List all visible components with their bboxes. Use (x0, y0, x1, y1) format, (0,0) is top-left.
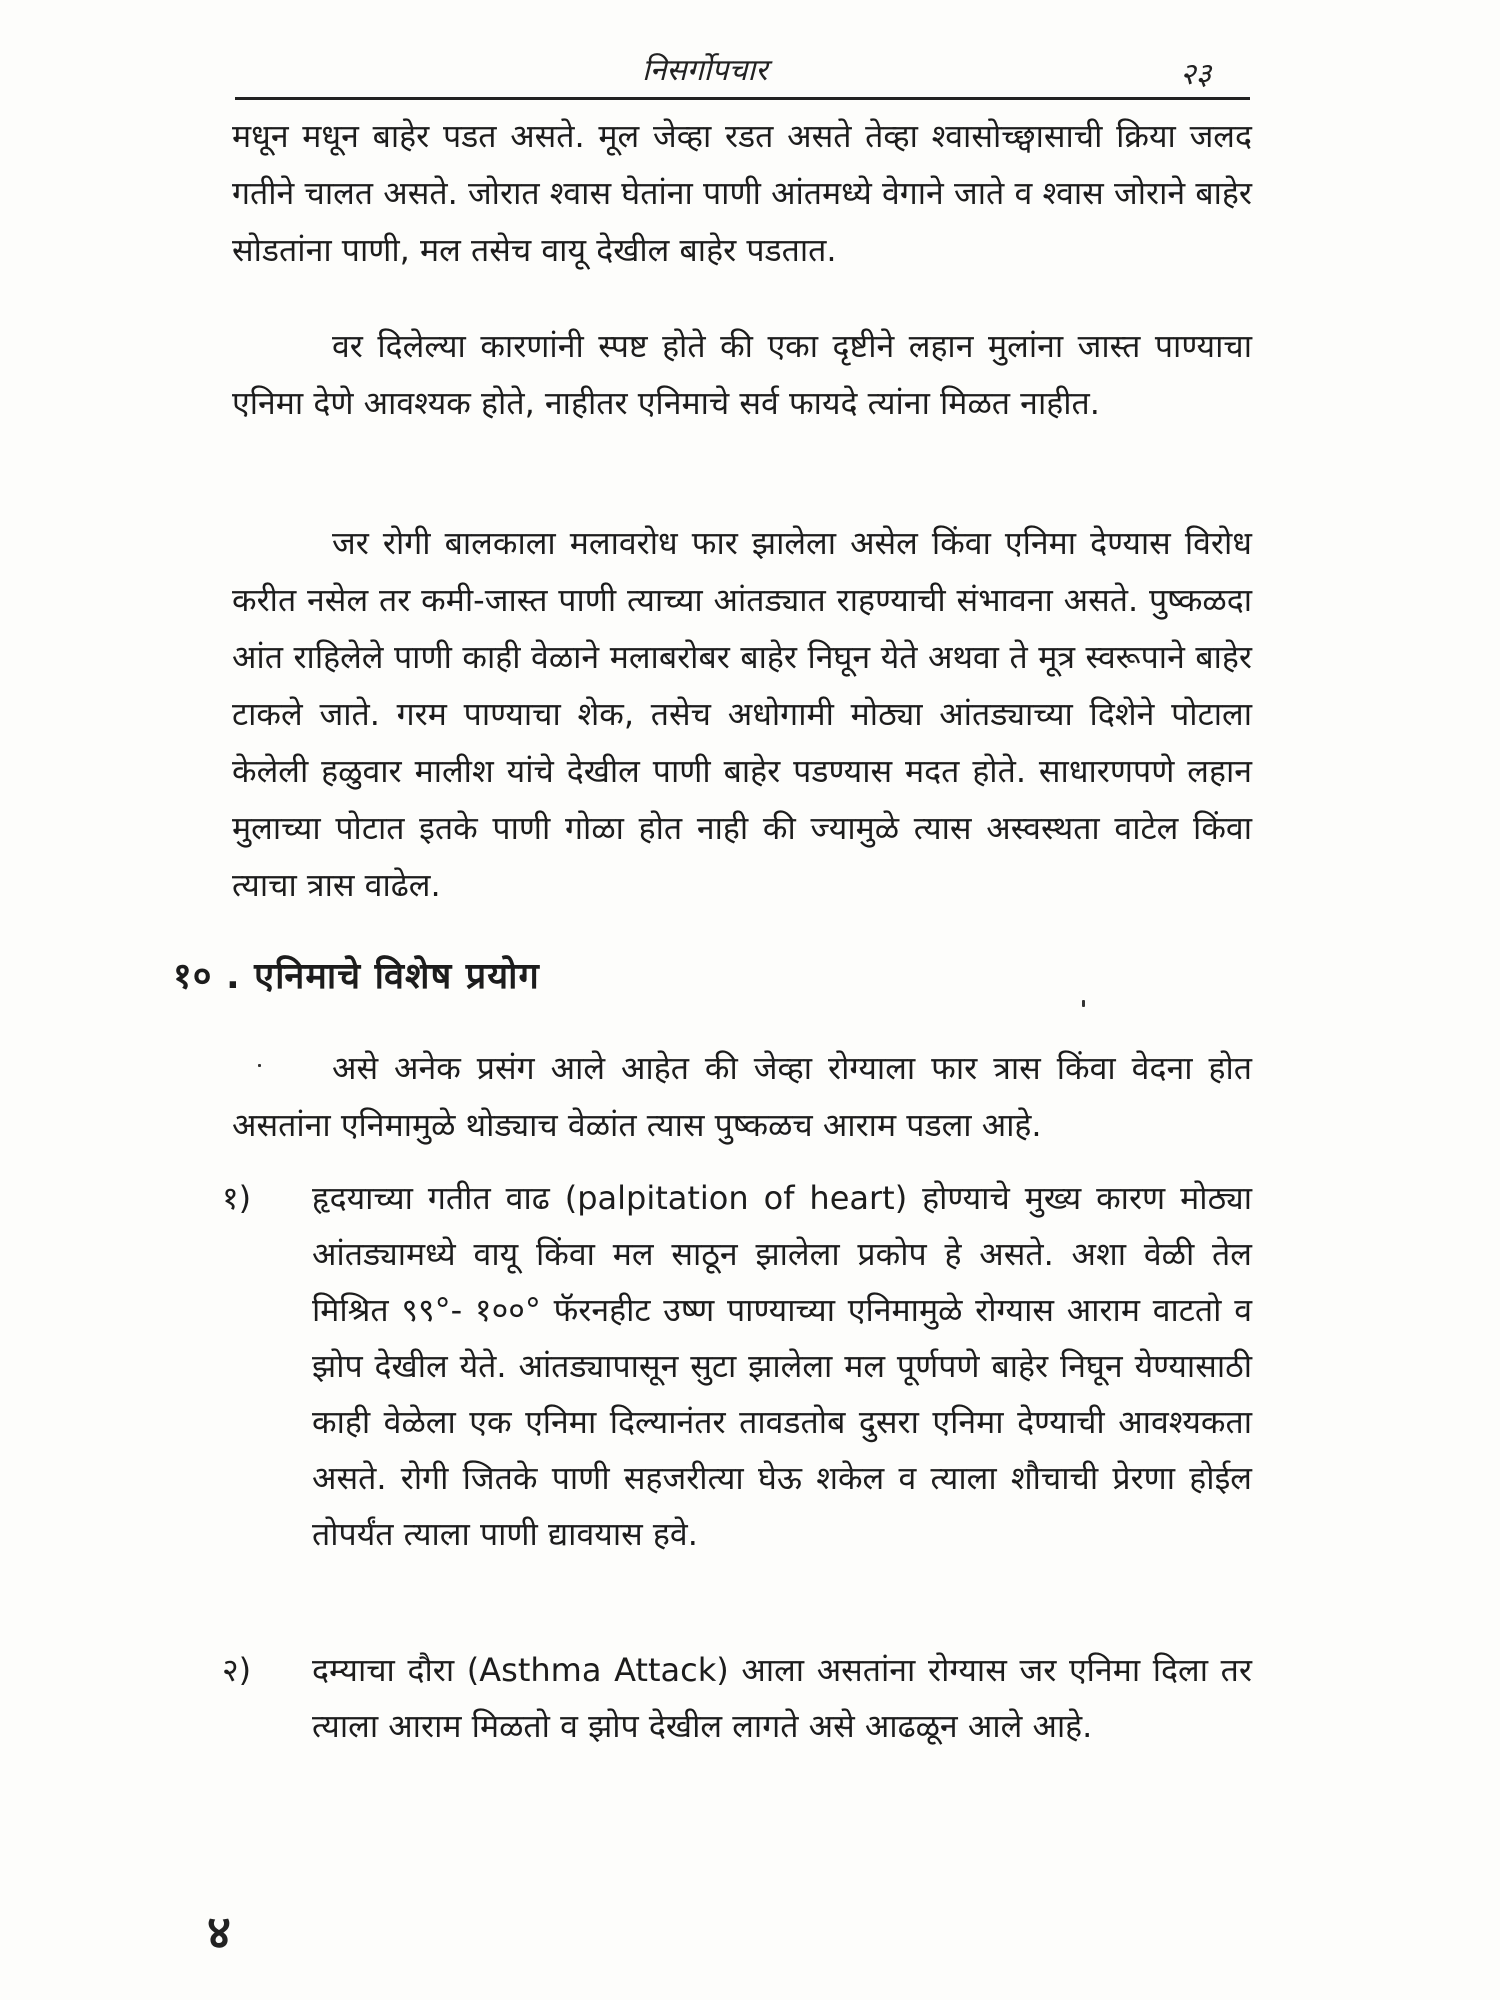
print-speck (1082, 1000, 1085, 1007)
paragraph-block-2 (232, 318, 1252, 432)
top-page-number: २३ (1180, 57, 1212, 92)
running-title: निसर्गोपचार (642, 53, 768, 88)
list-item-number: २) (222, 1651, 252, 1689)
list-item-text: दम्याचा दौरा (Asthma Attack) आला असतांना रोग्यास जर एनिमा दिला तर त्याला आराम मिळतो व झोप देखील लागते असे आढळून आले आहे. (312, 1651, 1252, 1745)
paragraph-3: जर रोगी बालकाला मलावरोध फार झालेला असेल किंवा एनिमा देण्यास विरोध करीत नसेल तर कमी-जास्त पाणी त्याच्या आंतड्यात राहण्याची संभावना असते. पुष्कळदा आंत राहिलेले पाणी काही वेळाने मलाबरोबर बाहेर निघून येते अथवा ते मूत्र स्वरूपाने बाहेर टाकले जाते. गरम पाण्याचा शेक, तसेच अधोगामी मोठ्या आंतड्याच्या दिशेने पोटाला केलेली हळुवार मालीश यांचे देखील पाणी बाहेर पडण्यास मदत होते. साधारणपणे लहान मुलाच्या पोटात इतके पाणी गोळा होत नाही की ज्यामुळे त्यास अस्वस्थता वाटेल किंवा त्याचा त्रास वाढेल. (232, 524, 1252, 904)
section-heading: १० . एनिमाचे विशेष प्रयोग (173, 956, 540, 997)
paragraph-block-3 (232, 515, 1252, 914)
paragraph-1: मधून मधून बाहेर पडत असते. मूल जेव्हा रडत असते तेव्हा श्वासोच्छ्वासाची क्रिया जलद गतीने चालत असते. जोरात श्वास घेतांना पाणी आंतमध्ये वेगाने जाते व श्वास जोराने बाहेर सोडतांना पाणी, मल तसेच वायू देखील बाहेर पडतात. (232, 117, 1252, 269)
section-intro-block (232, 1040, 1252, 1154)
list-item-number: १) (222, 1179, 252, 1217)
print-speck (258, 1064, 261, 1067)
paragraph-2: वर दिलेल्या कारणांनी स्पष्ट होते की एका दृष्टीने लहान मुलांना जास्त पाण्याचा एनिमा देणे आवश्यक होते, नाहीतर एनिमाचे सर्व फायदे त्यांना मिळत नाहीत. (232, 327, 1252, 422)
list-item (222, 1170, 1252, 1562)
list-item (222, 1642, 1252, 1754)
paragraph-continued (232, 108, 1252, 279)
section-intro: असे अनेक प्रसंग आले आहेत की जेव्हा रोग्याला फार त्रास किंवा वेदना होत असतांना एनिमामुळे थोड्याच वेळांत त्यास पुष्कळच आराम पडला आहे. (232, 1049, 1252, 1144)
list-item-text: हृदयाच्या गतीत वाढ (palpitation of heart) होण्याचे मुख्य कारण मोठ्या आंतड्यामध्ये वायू किंवा मल साठून झालेला प्रकोप हे असते. अशा वेळी तेल मिश्रित ९९°- १००° फॅरनहीट उष्ण पाण्याच्या एनिमामुळे रोग्यास आराम वाटतो व झोप देखील येते. आंतड्यापासून सुटा झालेला मल पूर्णपणे बाहेर निघून येण्यासाठी काही वेळेला एक एनिमा दिल्यानंतर तावडतोब दुसरा एनिमा देण्याची आवश्यकता असते. रोगी जितके पाणी सहजरीत्या घेऊ शकेल व त्याला शौचाची प्रेरणा होईल तोपर्यंत त्याला पाणी द्यावयास हवे. (312, 1179, 1252, 1553)
bottom-page-label: ४ (207, 1905, 231, 1959)
header-rule (235, 97, 1250, 100)
